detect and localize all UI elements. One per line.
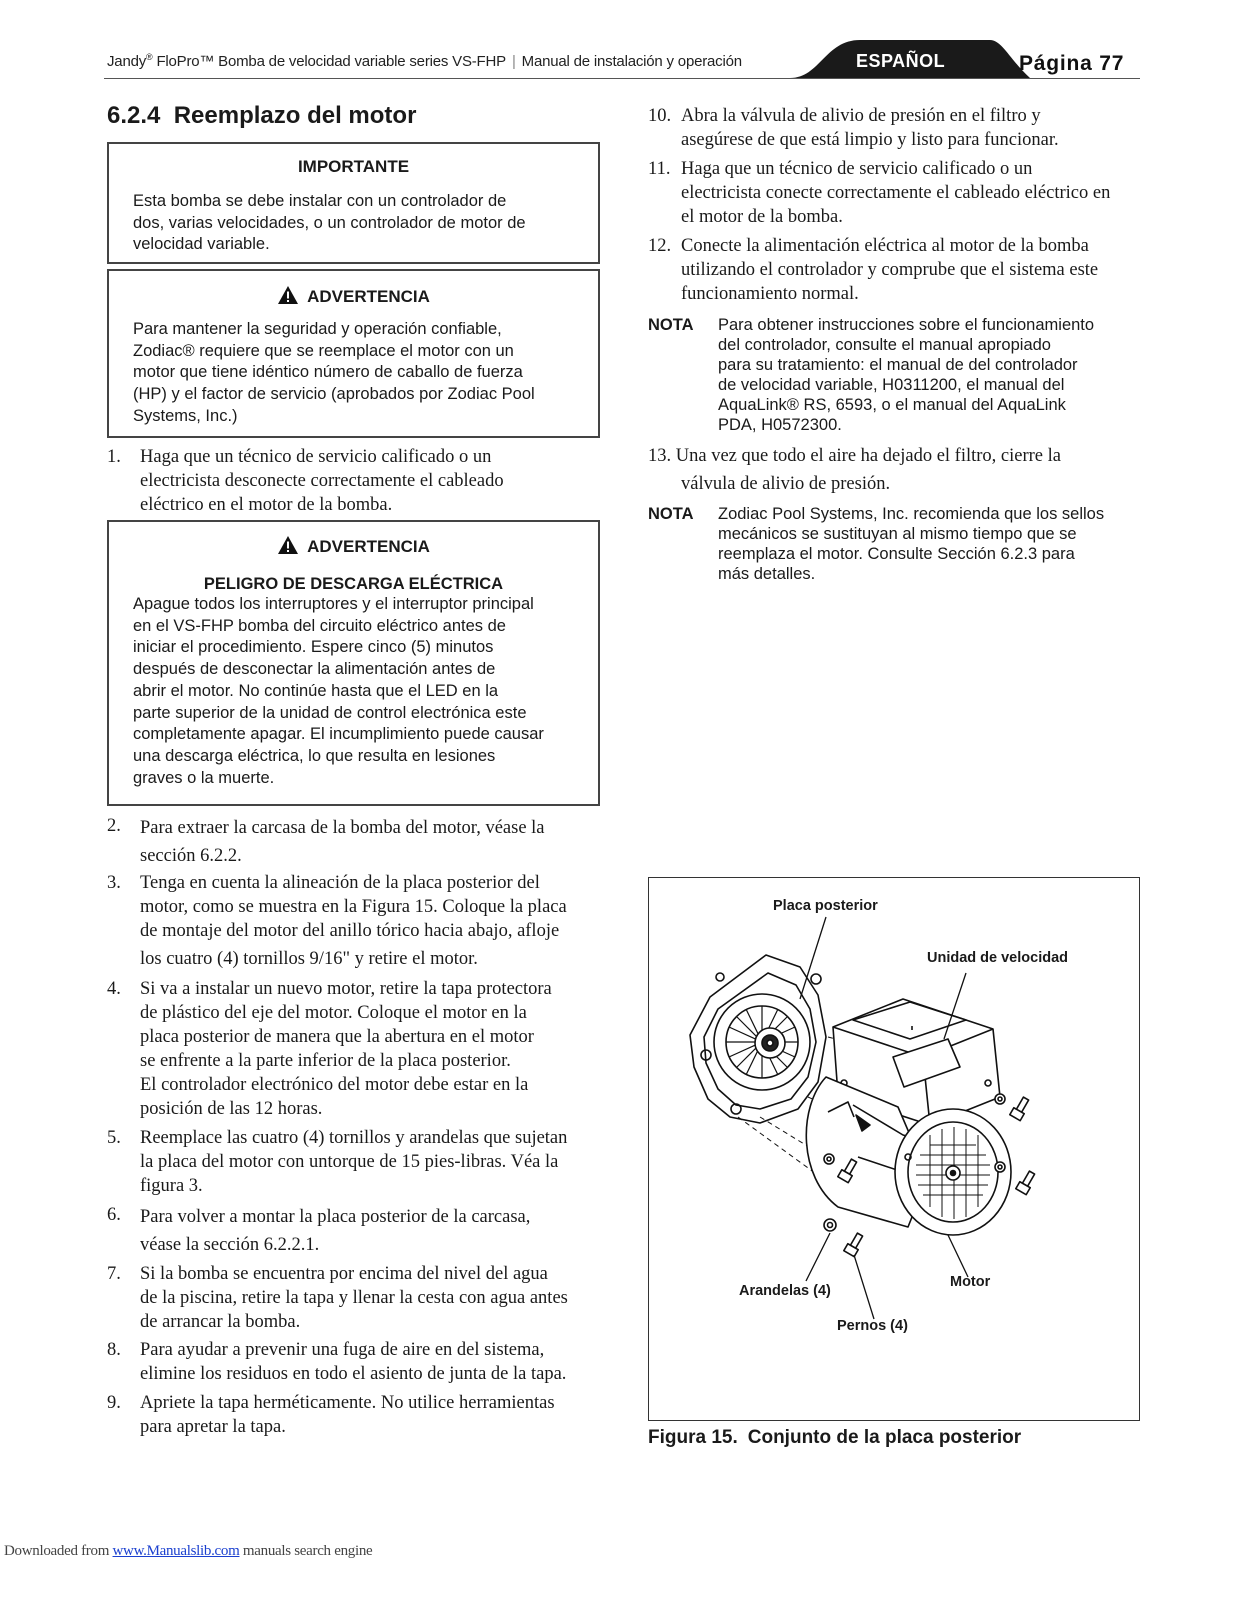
label-unidad-velocidad: Unidad de velocidad [927,950,1068,966]
header-title [107,52,742,70]
warning-box-2 [107,520,600,806]
header-separator: | [511,53,516,70]
header-product: FloPro™ Bomba de velocidad variable series VS-FHP [156,53,506,70]
figure-caption: Figura 15. Conjunto de la placa posterior [648,1427,1022,1448]
step-1: 1. Haga que un técnico de servicio calificado o un electricista desconecte correctamente el cableado eléctrico en el motor de la bomba. [107,447,504,515]
registered-mark: ® [146,52,153,62]
header-rule [104,78,1140,79]
warning-box-1 [107,269,600,438]
warning-title-1: ADVERTENCIA [109,285,598,307]
label-arandelas: Arandelas (4) [739,1283,831,1299]
footer: Downloaded from www.Manualslib.com manuals search engine [4,1543,373,1559]
warning-text-1: Para mantener la seguridad y operación confiable, Zodiac® requiere que se reemplace el motor con un motor que tiene idéntico número de caballo de fuerza (HP) y el factor de servicio (aprobados por Zodiac Pool Systems, Inc.) [133,320,535,425]
warning-title-2: ADVERTENCIA [109,535,598,557]
label-pernos: Pernos (4) [837,1318,908,1334]
manualslib-link[interactable]: www.Manualslib.com [112,1543,240,1559]
step-13: 13. Una vez que todo el aire ha dejado el filtro, cierre la válvula de alivio de presión. [648,446,1061,494]
warning-triangle-icon [277,285,299,305]
language-tab: ESPAÑOL [856,51,946,71]
page-number: Página 77 [1019,52,1125,75]
label-placa-posterior: Placa posterior [773,898,878,914]
important-text: Esta bomba se debe instalar con un controlador de dos, varias velocidades, o un controlador de motor de velocidad variable. [133,192,526,254]
warning-text-2: Apague todos los interruptores y el interruptor principal en el VS-FHP bomba del circuito eléctrico antes de iniciar el procedimiento. Espere cinco (5) minutos después de desconectar la alimentación antes de abrir el motor. No continúe hasta que el LED en la parte superior de la unidad de control electrónica este completamente apagar. El incumplimiento puede causar una descarga eléctrica, lo que resulta en lesiones graves o la muerte. [133,595,544,787]
section-title: 6.2.4 Reemplazo del motor [107,102,417,129]
important-box [107,142,600,264]
warning-triangle-icon [277,535,299,555]
label-motor: Motor [950,1274,991,1290]
warning-subtitle-2: PELIGRO DE DESCARGA ELÉCTRICA [203,575,504,593]
header-manual: Manual de instalación y operación [521,53,742,70]
important-title: IMPORTANTE [297,157,410,176]
header-brand: Jandy [107,53,147,70]
